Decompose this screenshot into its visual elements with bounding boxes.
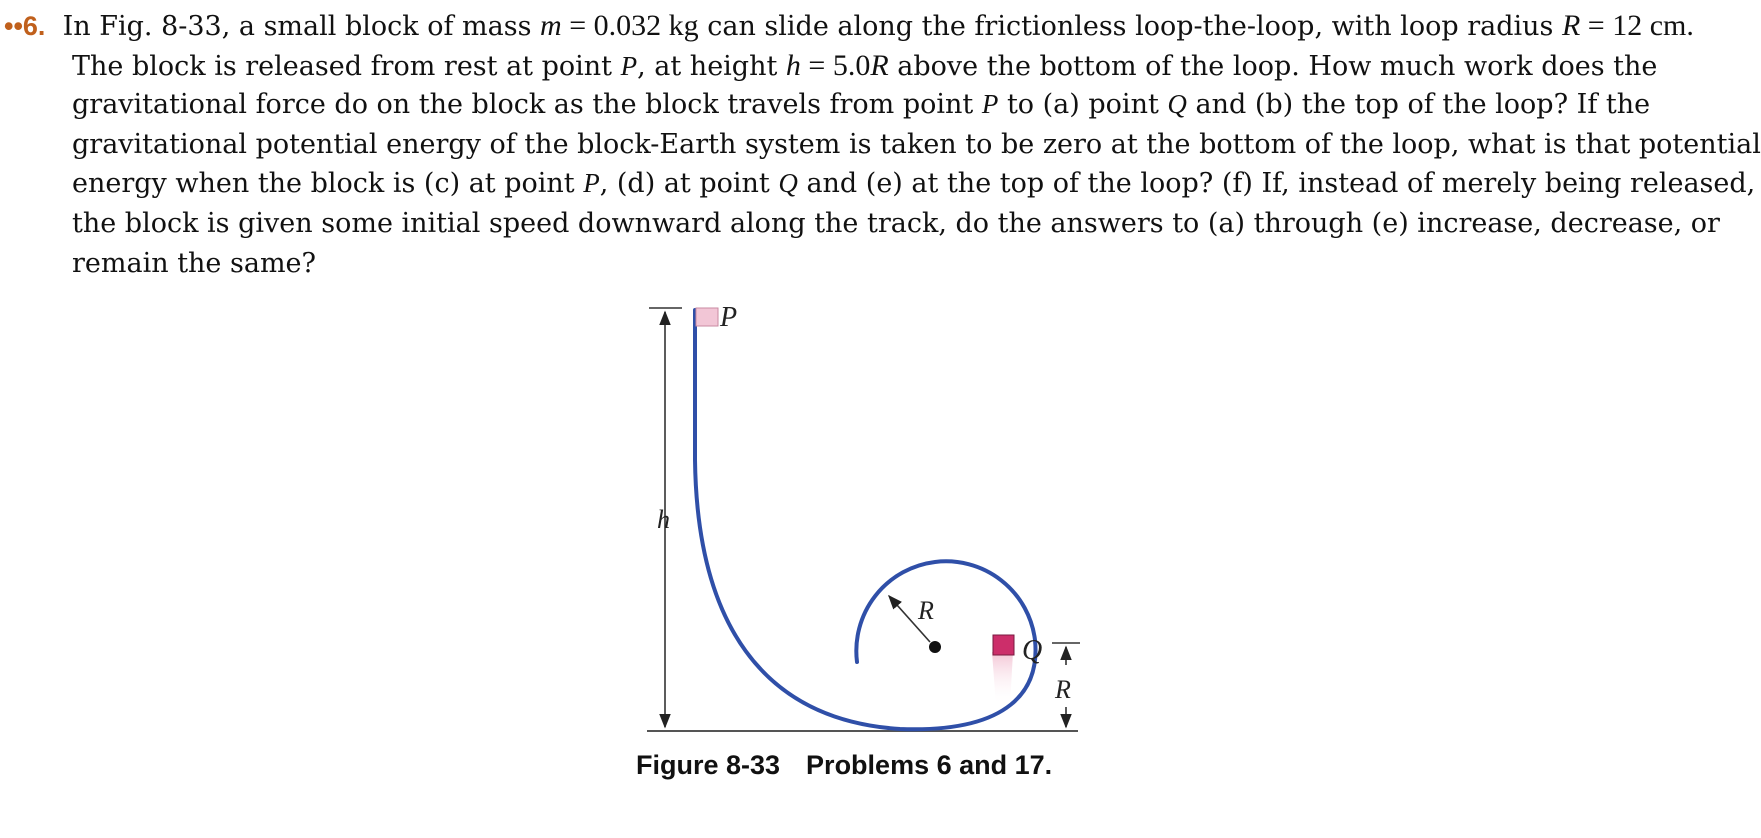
loop-track xyxy=(695,310,1036,729)
problem-line-3: gravitational force do on the block as the block travels from point P to (a) point Q and (b) the top of the loop? If the xyxy=(72,89,1651,121)
block-at-Q xyxy=(993,635,1014,655)
problem-number: ••6. xyxy=(4,11,46,41)
problem-line-4: gravitational potential energy of the block-Earth system is taken to be zero at the bottom of the loop, what is that potential xyxy=(72,128,1761,160)
point-P-label: P xyxy=(720,302,738,333)
figure-caption xyxy=(636,750,1052,781)
mass-symbol: m xyxy=(540,9,562,42)
height-symbol: h xyxy=(785,48,801,82)
loop-center-dot xyxy=(929,641,941,653)
figure-caption-text: Problems 6 and 17. xyxy=(806,750,1053,780)
problem-line-2: The block is released from rest at point P, at height h = 5.0R above the bottom of the loop. How much work does the xyxy=(72,48,1658,82)
problem-line-7: remain the same? xyxy=(72,247,317,279)
problem-line-6: the block is given some initial speed downward along the track, do the answers to (a) through (e) increase, decrease, or xyxy=(72,207,1720,239)
radius-value: = 12 cm. xyxy=(1580,9,1694,42)
radius-label: R xyxy=(918,596,934,625)
figure-number: Figure 8-33 xyxy=(636,750,781,780)
Q-height-label: R xyxy=(1055,675,1071,704)
problem-line-5: energy when the block is (c) at point P, (d) at point Q and (e) at the top of the loop? (f) If, instead of merely being released, xyxy=(72,168,1756,200)
point-Q-label: Q xyxy=(1022,635,1043,666)
height-label: h xyxy=(657,505,670,534)
block-at-P xyxy=(696,308,718,326)
block-Q-motion-trail xyxy=(992,652,1013,705)
height-value: = 5.0 xyxy=(800,48,871,82)
mass-value: = 0.032 kg xyxy=(561,9,699,42)
radius-symbol: R xyxy=(1561,9,1581,42)
problem-line-1: ••6. In Fig. 8-33, a small block of mass m = 0.032 kg can slide along the frictionless loop-the-loop, with loop radius R = 12 cm. xyxy=(4,9,1694,42)
